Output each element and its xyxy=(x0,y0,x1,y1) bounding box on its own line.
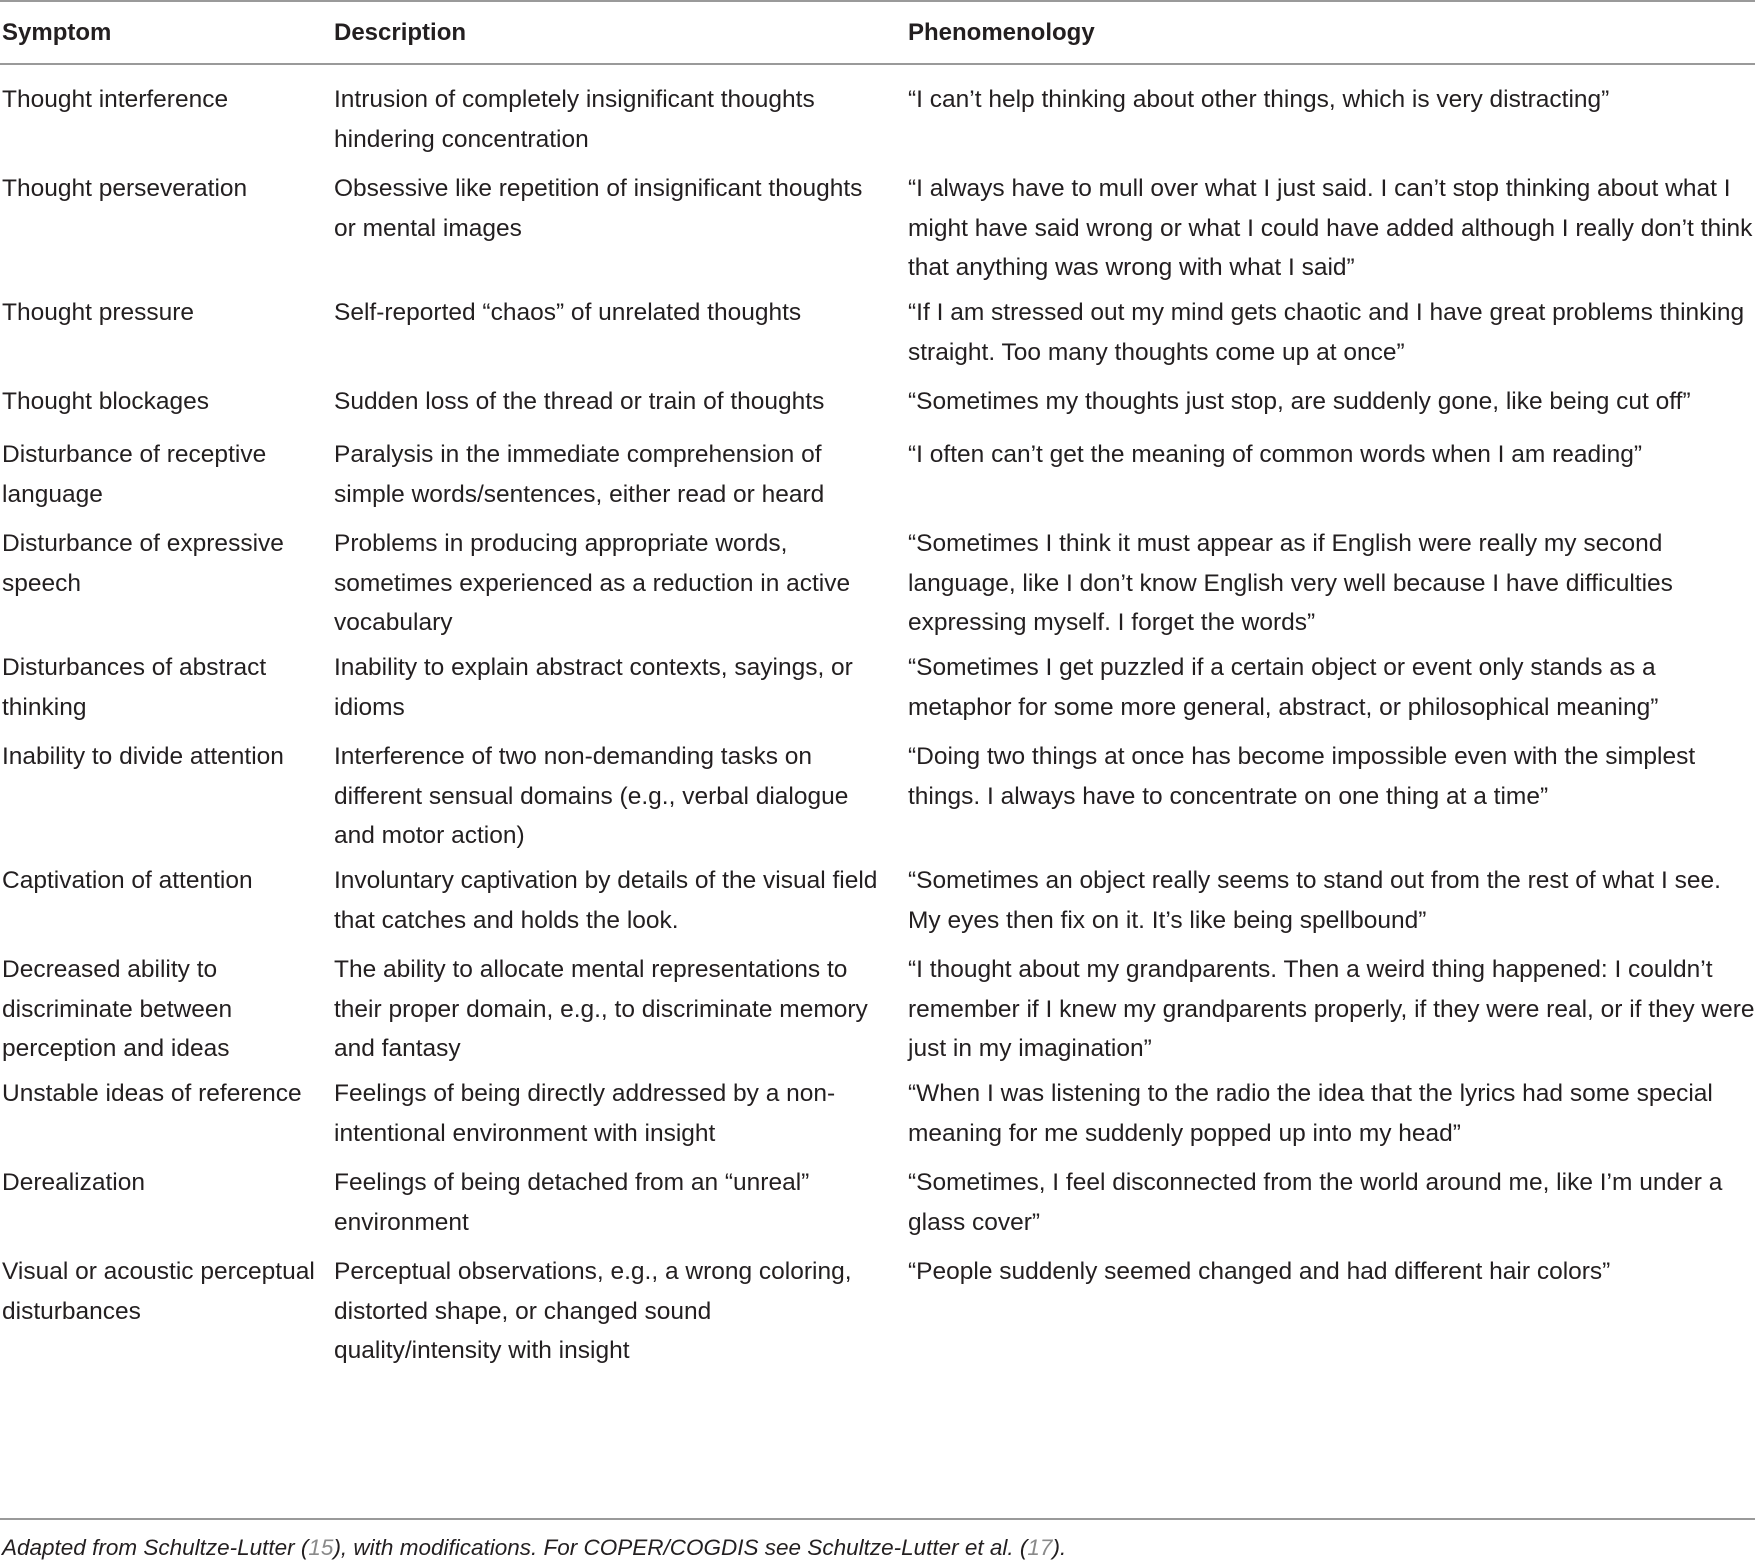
phenomenology-cell: “Sometimes I think it must appear as if English were really my second language, like I don’t know English very well because I have difficulties expressing myself. I forget the words” xyxy=(908,530,1673,636)
table-row xyxy=(0,950,1755,1062)
table-row xyxy=(0,1252,1755,1364)
table-row xyxy=(0,382,1755,416)
phenomenology-cell: “Sometimes I get puzzled if a certain object or event only stands as a metaphor for some more general, abstract, or philosophical meaning” xyxy=(908,654,1659,721)
table-row xyxy=(0,648,1755,721)
table-row xyxy=(0,293,1755,366)
citation-link[interactable]: 17 xyxy=(1027,1535,1053,1560)
footnote-text: ), with modifications. For COPER/COGDIS see Schultze-Lutter et al. ( xyxy=(333,1535,1028,1560)
table-row xyxy=(0,169,1755,281)
table-row xyxy=(0,524,1755,636)
description-cell: Paralysis in the immediate comprehension of simple words/sentences, either read or heard xyxy=(334,441,825,508)
header-symptom: Symptom xyxy=(2,19,112,46)
table-footnote xyxy=(2,1532,1752,1564)
symptom-cell: Disturbance of receptive language xyxy=(2,441,267,508)
description-cell: Feelings of being detached from an “unreal” environment xyxy=(334,1169,810,1236)
table-header-row xyxy=(0,13,1755,53)
table-row xyxy=(0,861,1755,934)
phenomenology-cell: “Doing two things at once has become impossible even with the simplest things. I always have to concentrate on one thing at a time” xyxy=(908,743,1696,810)
table-row xyxy=(0,1074,1755,1147)
table-bottom-rule xyxy=(0,1518,1755,1520)
description-cell: Perceptual observations, e.g., a wrong coloring, distorted shape, or changed sound quality/intensity with insight xyxy=(334,1258,852,1364)
header-description: Description xyxy=(334,19,467,46)
symptom-cell: Inability to divide attention xyxy=(2,743,284,770)
table-row xyxy=(0,737,1755,849)
phenomenology-cell: “Sometimes an object really seems to stand out from the rest of what I see. My eyes then fix on it. It’s like being spellbound” xyxy=(908,867,1721,934)
symptom-cell: Captivation of attention xyxy=(2,867,253,894)
phenomenology-cell: “I can’t help thinking about other things, which is very distracting” xyxy=(908,86,1610,113)
phenomenology-cell: “People suddenly seemed changed and had different hair colors” xyxy=(908,1258,1611,1285)
description-cell: Interference of two non-demanding tasks on different sensual domains (e.g., verbal dialogue and motor action) xyxy=(334,743,849,849)
phenomenology-cell: “I thought about my grandparents. Then a weird thing happened: I couldn’t remember if I knew my grandparents properly, if they were real, or if they were just in my imagination” xyxy=(908,956,1755,1062)
phenomenology-cell: “I always have to mull over what I just said. I can’t stop thinking about what I might have said wrong or what I could have added although I really don’t think that anything was wrong with what I said” xyxy=(908,175,1753,281)
description-cell: Sudden loss of the thread or train of thoughts xyxy=(334,388,825,415)
footnote-text: ). xyxy=(1052,1535,1067,1560)
description-cell: Inability to explain abstract contexts, sayings, or idioms xyxy=(334,654,853,721)
description-cell: Obsessive like repetition of insignificant thoughts or mental images xyxy=(334,175,863,242)
description-cell: Involuntary captivation by details of the visual field that catches and holds the look. xyxy=(334,867,878,934)
symptom-cell: Disturbance of expressive speech xyxy=(2,530,284,597)
symptom-cell: Visual or acoustic perceptual disturbances xyxy=(2,1258,315,1325)
symptom-cell: Thought blockages xyxy=(2,388,210,415)
table-top-rule xyxy=(0,0,1755,2)
header-phenomenology: Phenomenology xyxy=(908,19,1095,46)
description-cell: Self-reported “chaos” of unrelated thoughts xyxy=(334,299,802,326)
symptom-cell: Thought pressure xyxy=(2,299,195,326)
phenomenology-cell: “I often can’t get the meaning of common words when I am reading” xyxy=(908,441,1643,468)
table-header-rule xyxy=(0,63,1755,65)
table-body xyxy=(0,80,1755,1376)
description-cell: The ability to allocate mental representations to their proper domain, e.g., to discriminate memory and fantasy xyxy=(334,956,868,1062)
footnote-text: Adapted from Schultze-Lutter ( xyxy=(2,1535,309,1560)
table-row xyxy=(0,1163,1755,1236)
description-cell: Intrusion of completely insignificant thoughts hindering concentration xyxy=(334,86,815,153)
symptom-cell: Thought interference xyxy=(2,86,229,113)
table-row xyxy=(0,435,1755,508)
description-cell: Feelings of being directly addressed by a non-intentional environment with insight xyxy=(334,1080,836,1147)
phenomenology-cell: “If I am stressed out my mind gets chaotic and I have great problems thinking straight. Too many thoughts come up at once” xyxy=(908,299,1745,366)
phenomenology-cell: “Sometimes my thoughts just stop, are suddenly gone, like being cut off” xyxy=(908,388,1691,415)
symptom-cell: Disturbances of abstract thinking xyxy=(2,654,267,721)
citation-link[interactable]: 15 xyxy=(308,1535,334,1560)
symptom-cell: Unstable ideas of reference xyxy=(2,1080,302,1107)
symptom-cell: Derealization xyxy=(2,1169,145,1196)
phenomenology-cell: “When I was listening to the radio the idea that the lyrics had some special meaning for me suddenly popped up into my head” xyxy=(908,1080,1713,1147)
symptom-cell: Thought perseveration xyxy=(2,175,248,202)
description-cell: Problems in producing appropriate words, sometimes experienced as a reduction in active vocabulary xyxy=(334,530,851,636)
symptom-cell: Decreased ability to discriminate between perception and ideas xyxy=(2,956,233,1062)
phenomenology-cell: “Sometimes, I feel disconnected from the world around me, like I’m under a glass cover” xyxy=(908,1169,1723,1236)
table-row xyxy=(0,80,1755,153)
